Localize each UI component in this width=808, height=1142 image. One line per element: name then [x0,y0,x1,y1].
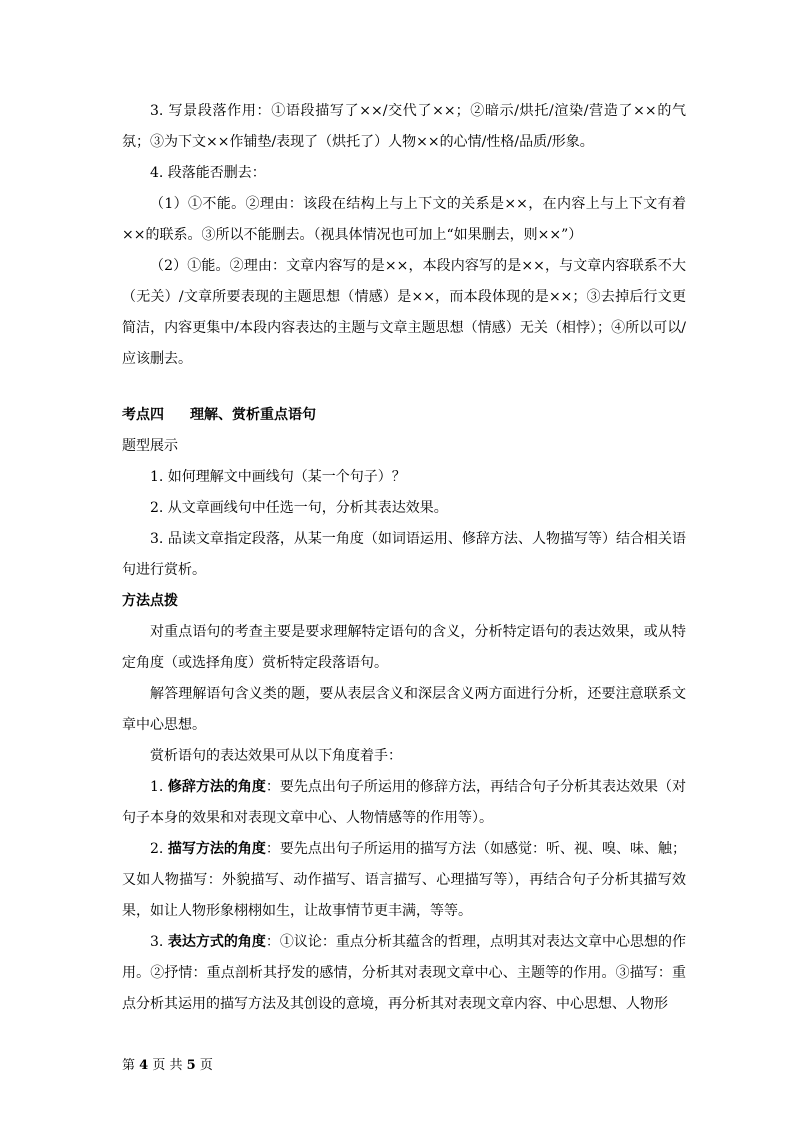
paragraph-cannot-delete: （1）①不能。②理由：该段在结构上与上下文的关系是××，在内容上与上下文有着××的联系。③所以不能删去。（视具体情况也可加上“如果删去，则××”） [122,196,686,243]
footer-page-number: 4 [139,1058,149,1073]
angle-rhetoric-number: 1. [150,779,164,795]
angle-expression-number: 3. [150,934,164,950]
footer-middle: 页 共 [152,1058,183,1073]
method-paragraph-1: 对重点语句的考查主要是要求理解特定语句的含义，分析特定语句的表达效果，或从特定角度（或选择角度）赏析特定段落语句。 [122,624,686,671]
question-item-3: 3. 品读文章指定段落，从某一角度（如词语运用、修辞方法、人物描写等）结合相关语句进行赏析。 [122,531,686,578]
angle-description-text: ：要先点出句子所运用的描写方法（如感觉：听、视、嗅、味、触；又如人物描写：外貌描写、动作描写、语言描写、心理描写等），再结合句子分析其描写效果，如让人物形象栩栩如生，让故事情节更丰满，等等。 [122,841,687,919]
angle-expression-title: 表达方式的角度 [167,934,266,950]
method-paragraph-3: 赏析语句的表达效果可从以下角度着手： [150,748,402,764]
section-label: 考点四 [122,407,164,423]
paragraph-deletable-heading: 4. 段落能否删去： [150,165,266,181]
subheading-methods: 方法点拨 [122,593,178,609]
angle-expression [122,927,686,1020]
section-gap [122,375,686,400]
angle-description-number: 2. [150,841,164,857]
angle-expression-text: ：①议论：重点分析其蕴含的哲理，点明其对表达文章中心思想的作用。②抒情：重点剖析其抒发的感情，分析其对表现文章中心、主题等的作用。③描写：重点分析其运用的描写方法及其创设的意境，再分析其对表现文章内容、中心思想、人物形 [122,934,687,1012]
angle-rhetoric [122,772,686,834]
footer-total-pages: 5 [186,1058,196,1073]
page-content [122,96,686,1020]
page-footer [122,1054,213,1073]
question-item-2: 2. 从文章画线句中任选一句，分析其表达效果。 [150,500,448,516]
angle-rhetoric-text: ：要先点出句子所运用的修辞方法，再结合句子分析其表达效果（对句子本身的效果和对表现文章中心、人物情感等的作用等）。 [122,779,687,826]
question-item-1: 1. 如何理解文中画线句（某一个句子）？ [150,469,406,485]
footer-prefix: 第 [122,1058,136,1073]
paragraph-scenery-function: 3. 写景段落作用：①语段描写了××/交代了××；②暗示/烘托/渲染/营造了××的气氛；③为下文××作铺垫/表现了（烘托了）人物××的心情/性格/品质/形象。 [122,103,686,150]
angle-description [122,834,686,927]
angle-description-title: 描写方法的角度 [167,841,266,857]
subheading-question-types: 题型展示 [122,438,178,454]
section-heading [122,400,686,431]
method-paragraph-2: 解答理解语句含义类的题，要从表层含义和深层含义两方面进行分析，还要注意联系文章中心思想。 [122,686,686,733]
section-title: 理解、赏析重点语句 [190,407,316,423]
angle-rhetoric-title: 修辞方法的角度 [167,779,266,795]
paragraph-can-delete: （2）①能。②理由：文章内容写的是××，本段内容写的是××，与文章内容联系不大（无关）/文章所要表现的主题思想（情感）是××，而本段体现的是××；③去掉后行文更简洁，内容更集中/本段内容表达的主题与文章主题思想（情感）无关（相悖）；④所以可以/应该删去。 [122,258,686,367]
footer-suffix: 页 [199,1058,213,1073]
